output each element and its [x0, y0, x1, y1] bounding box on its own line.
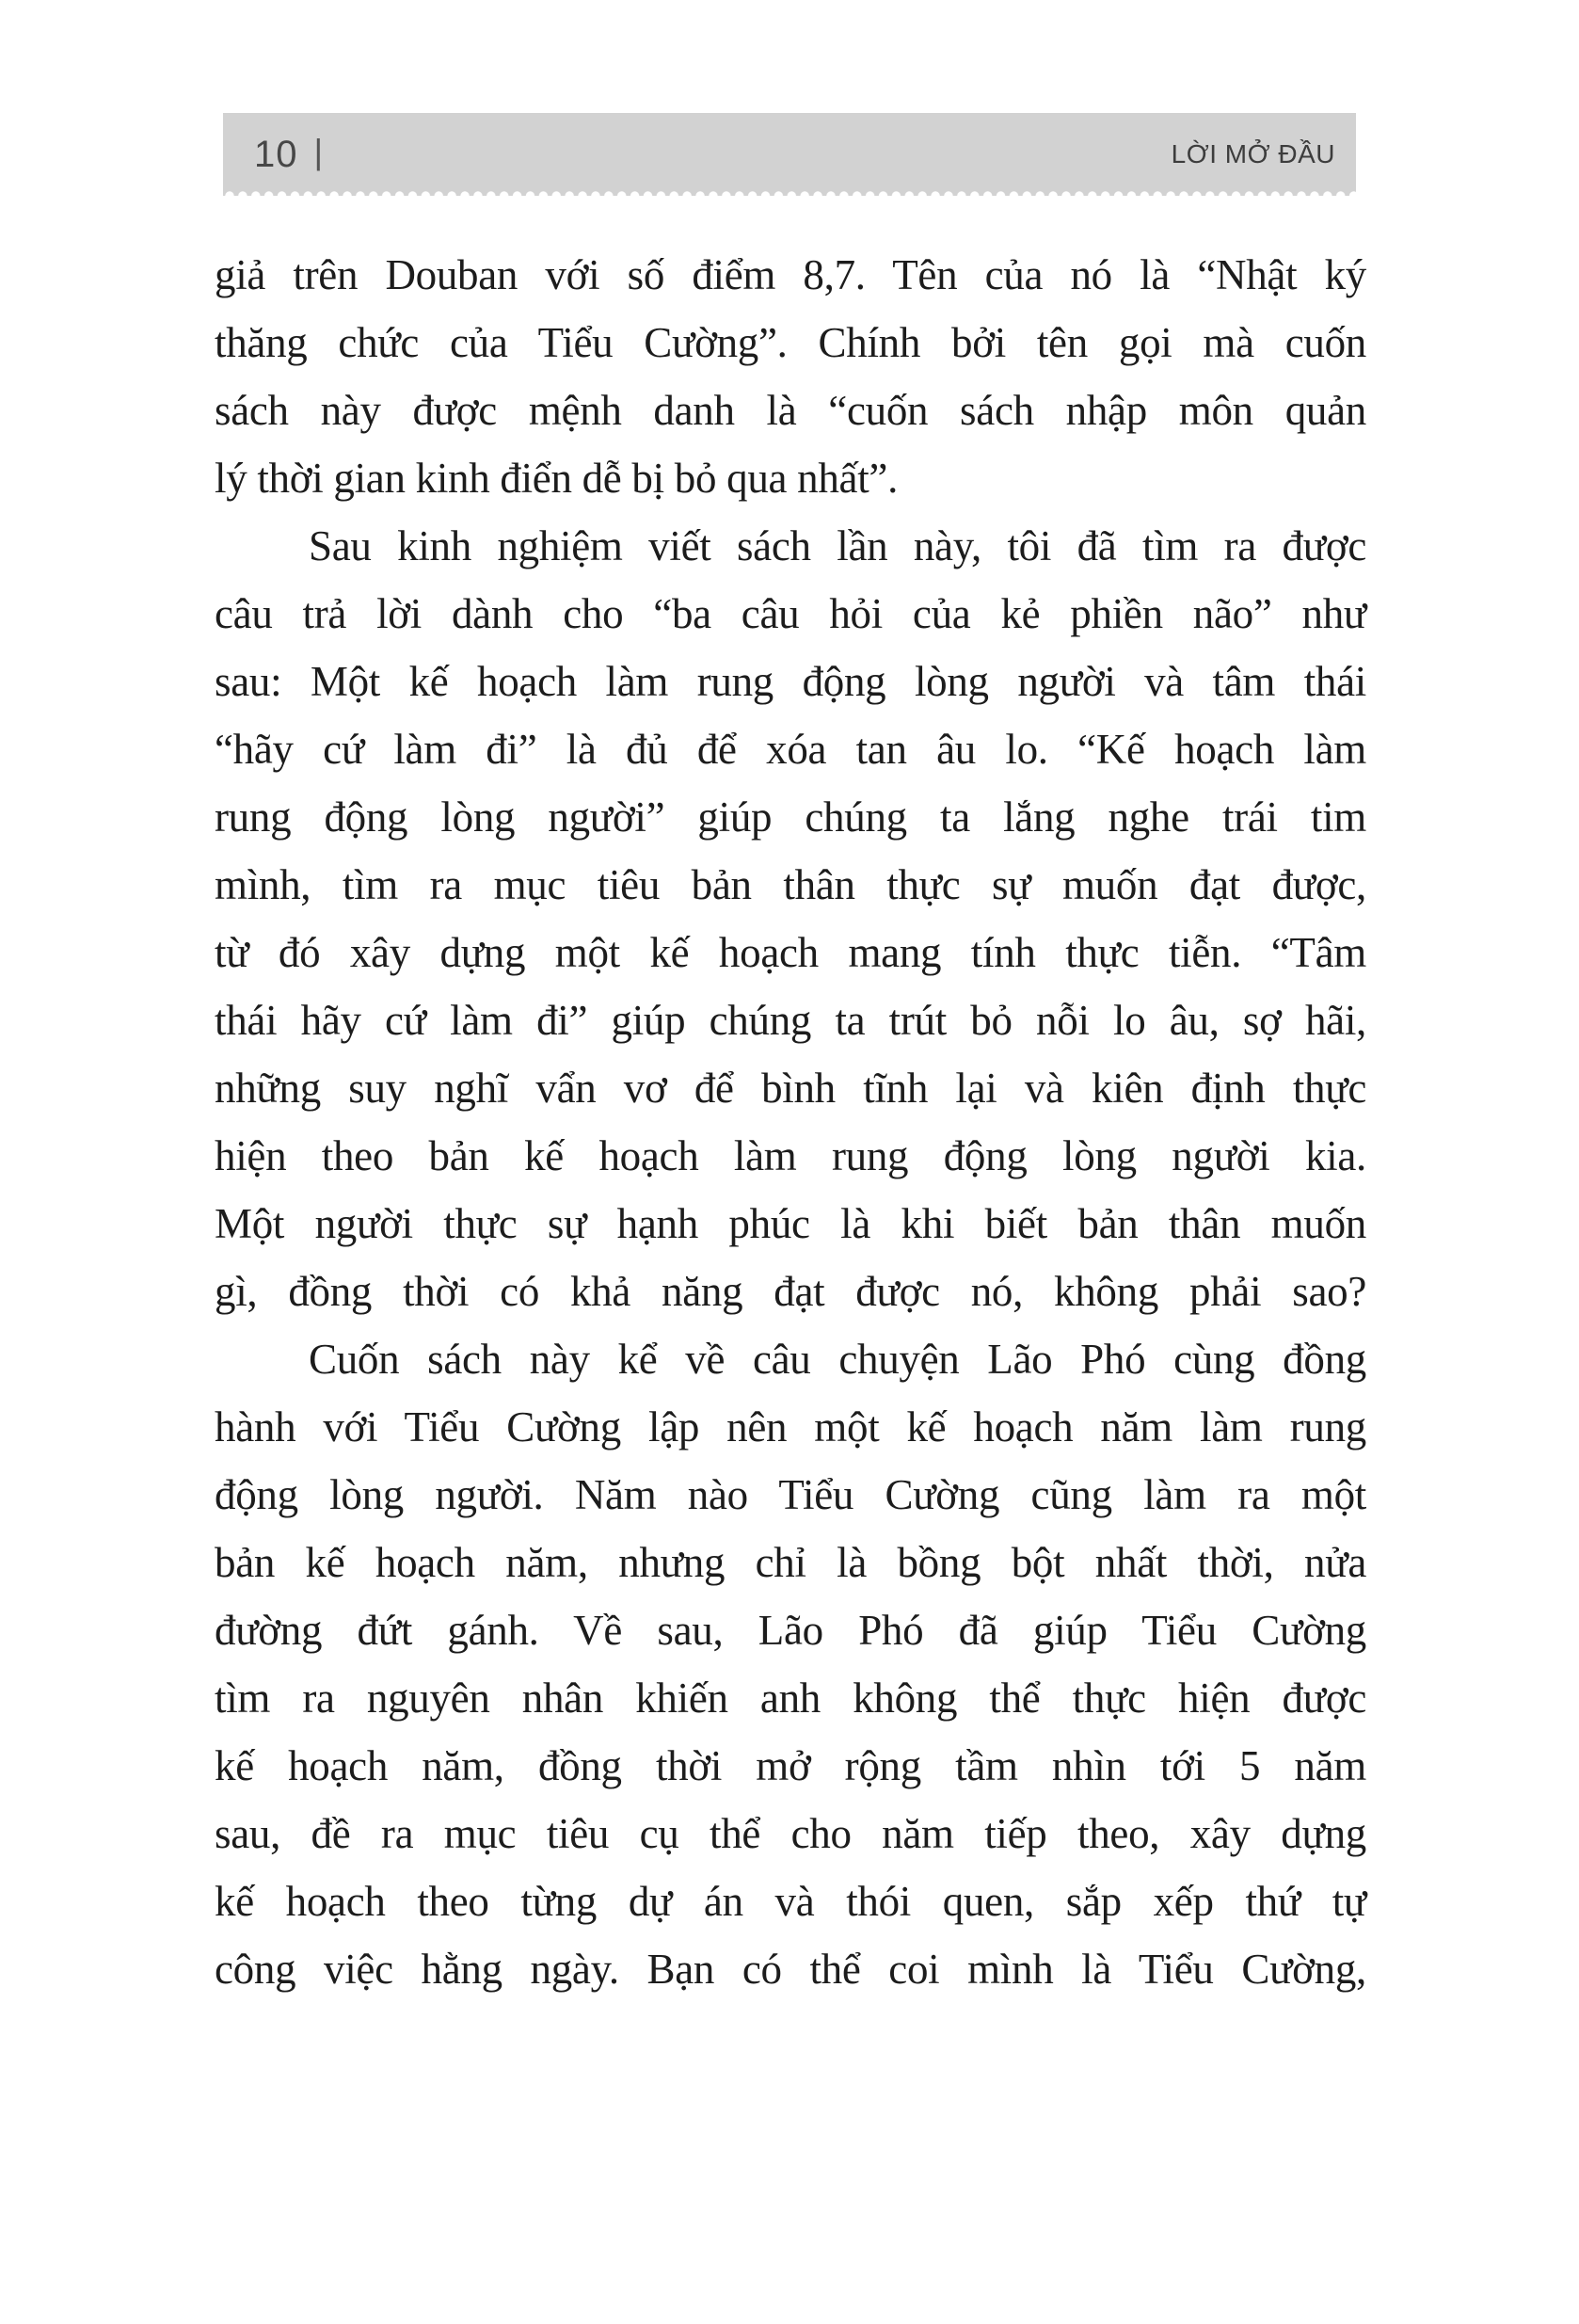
header-separator: | [313, 133, 324, 171]
body-text [215, 241, 1366, 2003]
page-number: 10 [254, 133, 298, 175]
text-line: những suy nghĩ vẩn vơ để bình tĩnh lại và kiên định thực [215, 1065, 1366, 1112]
text-line: kế hoạch năm, đồng thời mở rộng tầm nhìn tới 5 năm [215, 1742, 1366, 1789]
text-line: lý thời gian kinh điển dễ bị bỏ qua nhất”. [215, 455, 899, 502]
text-line: Sau kinh nghiệm viết sách lần này, tôi đã tìm ra được [309, 522, 1366, 569]
text-line: giả trên Douban với số điểm 8,7. Tên của nó là “Nhật ký [215, 251, 1366, 298]
text-line: hiện theo bản kế hoạch làm rung động lòng người kia. [215, 1132, 1366, 1179]
paragraph [215, 1325, 1366, 2003]
running-title: LỜI MỞ ĐẦU [1171, 139, 1335, 168]
text-line: từ đó xây dựng một kế hoạch mang tính thực tiễn. “Tâm [215, 929, 1366, 976]
text-line: sau: Một kế hoạch làm rung động lòng người và tâm thái [215, 658, 1366, 705]
text-line: gì, đồng thời có khả năng đạt được nó, không phải sao? [215, 1268, 1366, 1315]
text-line: rung động lòng người” giúp chúng ta lắng nghe trái tim [215, 793, 1366, 841]
scalloped-edge [223, 191, 1356, 200]
paragraph [215, 512, 1366, 1325]
text-line: sách này được mệnh danh là “cuốn sách nhập môn quản [215, 387, 1366, 434]
text-line: “hãy cứ làm đi” là đủ để xóa tan âu lo. “Kế hoạch làm [215, 726, 1366, 773]
text-line: tìm ra nguyên nhân khiến anh không thể thực hiện được [215, 1675, 1366, 1722]
text-line: bản kế hoạch năm, nhưng chỉ là bồng bột nhất thời, nửa [215, 1539, 1366, 1586]
text-line: sau, đề ra mục tiêu cụ thể cho năm tiếp theo, xây dựng [215, 1810, 1366, 1857]
paragraph [215, 241, 1366, 512]
text-line: đường đứt gánh. Về sau, Lão Phó đã giúp Tiểu Cường [215, 1607, 1366, 1654]
running-header [223, 113, 1356, 196]
text-line: Cuốn sách này kể về câu chuyện Lão Phó cùng đồng [309, 1336, 1366, 1383]
text-line: mình, tìm ra mục tiêu bản thân thực sự muốn đạt được, [215, 861, 1366, 908]
text-line: kế hoạch theo từng dự án và thói quen, sắp xếp thứ tự [215, 1878, 1366, 1925]
text-line: hành với Tiểu Cường lập nên một kế hoạch năm làm rung [215, 1403, 1366, 1450]
text-line: thái hãy cứ làm đi” giúp chúng ta trút bỏ nỗi lo âu, sợ hãi, [215, 997, 1366, 1044]
text-line: động lòng người. Năm nào Tiểu Cường cũng làm ra một [215, 1471, 1366, 1518]
text-line: thăng chức của Tiểu Cường”. Chính bởi tên gọi mà cuốn [215, 319, 1366, 366]
text-line: câu trả lời dành cho “ba câu hỏi của kẻ phiền não” như [215, 590, 1366, 637]
text-line: Một người thực sự hạnh phúc là khi biết bản thân muốn [215, 1200, 1366, 1247]
text-line: công việc hằng ngày. Bạn có thể coi mình là Tiểu Cường, [215, 1946, 1366, 1993]
